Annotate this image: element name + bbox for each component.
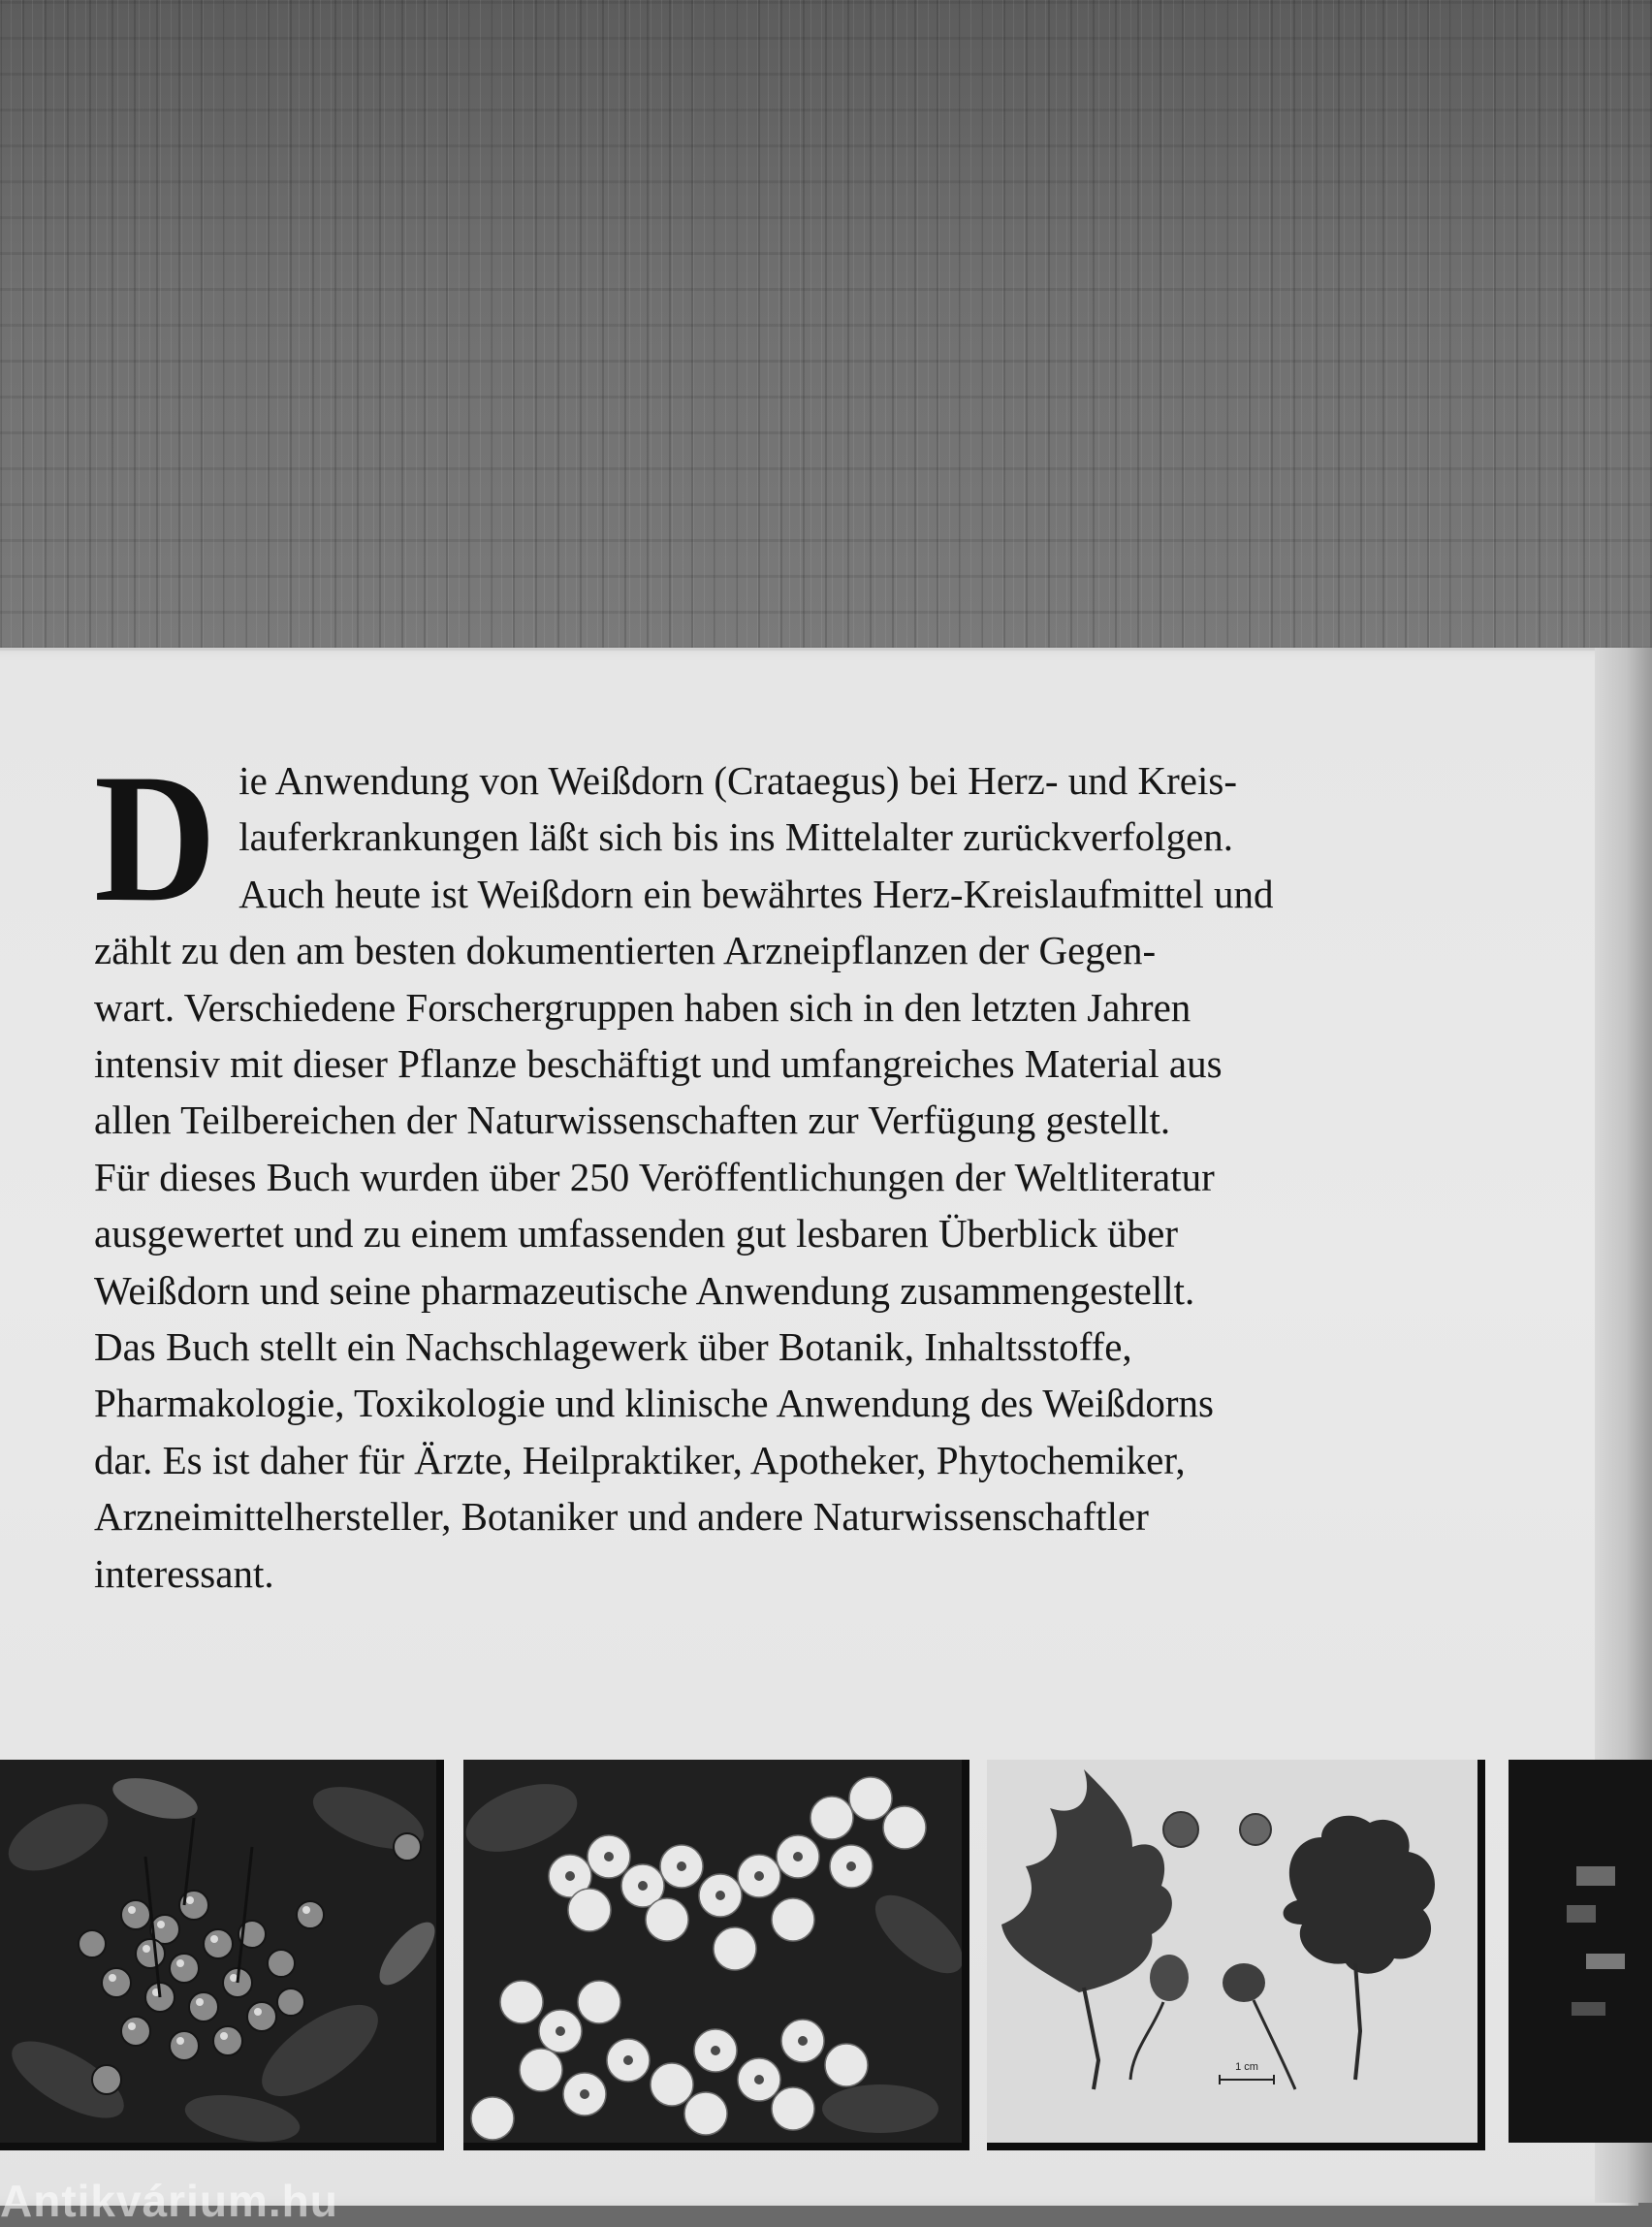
hawthorn-blossoms-image — [463, 1760, 962, 2143]
fruit-cross-section-1 — [1163, 1812, 1198, 1847]
wooden-table-surface — [0, 0, 1652, 650]
blurb-text: ie Anwendung von Weißdorn (Crataegus) bei Herz- und Kreis- lauferkrankungen läßt sich bis ins Mittelalter zurückverfolgen. Auch heute ist Weißdorn ein bewährtes Herz-Kreislaufmittel und zählt zu den am besten dokumentierten Arzneipflanzen der Gegen- wart. Verschiedene Forschergruppen haben sich in den letzten Jahren intensiv mit dieser Pflanze beschäftigt und umfangreiches Material aus allen Teilbereichen der Naturwissenschaften zur Verfügung gestellt. Für dieses Buch wurden über 250 Veröffentlichungen der Weltliteratur ausgewertet und zu einem umfassenden gut lesbaren Überblick über Weißdorn und seine pharmazeutische Anwendung zusammengestellt. Das Buch stellt ein Nachschlagewerk über Botanik, Inhaltsstoffe, Pharmakologie, Toxikologie und klinische Anwendung des Weißdorns dar. Es ist daher für Ärzte, Heilpraktiker, Apotheker, Phytochemiker, Arzneimittelhersteller, Botaniker und andere Naturwissenschaftler interessant. — [94, 758, 1274, 1596]
fruit-cross-section-2 — [1240, 1814, 1271, 1845]
photo-hawthorn-berries — [0, 1760, 444, 2150]
scale-bar-label: 1 cm — [1235, 2061, 1258, 2073]
photo-partial-cropped — [1509, 1760, 1652, 2143]
photo-leaf-specimens — [987, 1760, 1485, 2150]
hawthorn-fruit-1 — [1150, 1955, 1189, 2001]
drop-cap-letter: D — [94, 737, 217, 940]
back-cover-blurb — [94, 737, 1548, 1602]
photo-hawthorn-blossoms — [463, 1760, 969, 2150]
leaf-specimens-image — [987, 1760, 1477, 2143]
hawthorn-berries-image — [0, 1760, 436, 2143]
hawthorn-fruit-2 — [1223, 1963, 1265, 2002]
watermark-text: Antikvárium.hu — [0, 2176, 338, 2226]
partial-photo-image — [1509, 1760, 1652, 2143]
